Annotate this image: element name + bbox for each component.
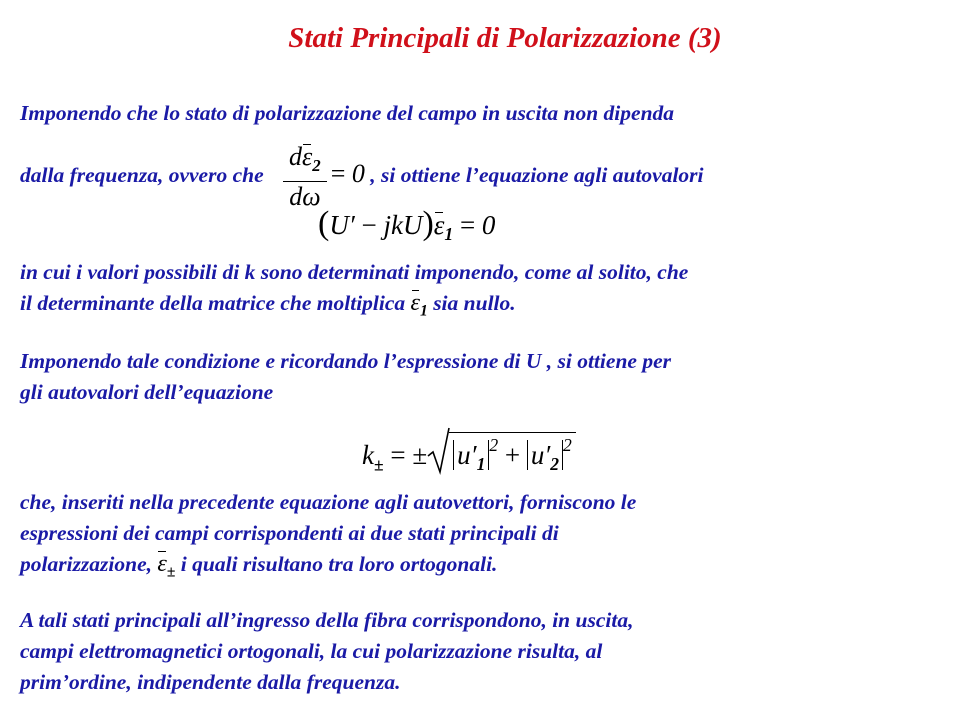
p1-line-2 <box>20 142 950 212</box>
epsilon-1-symbol: $\varepsilon_1$ <box>410 290 428 320</box>
paragraph-2 <box>20 257 950 326</box>
fraction-denominator: dω <box>289 181 321 211</box>
paragraph-3 <box>20 346 950 408</box>
p5-line-1: A tali stati principali all’ingresso della fibra corrispondono, in uscita, <box>20 608 634 632</box>
p2-line-2-post: sia nullo. <box>433 291 516 315</box>
eigenvalue-equation: (U′ − jkU) $\varepsilon_1 = 0$ <box>318 205 496 245</box>
derivative-fraction <box>283 142 327 212</box>
p2-line-2-pre: il determinante della matrice che moltiplica <box>20 291 406 315</box>
epsilon-pm-symbol: $\varepsilon_\pm$ <box>157 551 176 581</box>
slide-title: Stati Principali di Polarizzazione (3) <box>288 22 722 54</box>
p1-line-2-post: , si ottiene l’equazione agli autovalori <box>370 162 704 187</box>
p4-line-3-pre: polarizzazione, <box>20 552 153 576</box>
paragraph-1 <box>20 98 950 212</box>
p1-line-2-pre: dalla frequenza, ovvero che <box>20 162 264 187</box>
p4-line-3-post: i quali risultano tra loro ortogonali. <box>180 552 498 576</box>
square-root: $u'_1^2 + u'_2^2$ <box>427 432 576 475</box>
paragraph-4 <box>20 487 950 587</box>
p3-line-2: gli autovalori dell’equazione <box>20 380 274 404</box>
paragraph-5 <box>20 605 950 698</box>
equals-zero: = 0 <box>330 158 365 188</box>
p5-line-3: prim’ordine, indipendente dalla frequenza. <box>20 670 401 694</box>
p1-line-1: Imponendo che lo stato di polarizzazione del campo in uscita non dipenda <box>20 101 675 125</box>
p4-line-1: che, inseriti nella precedente equazione agli autovettori, forniscono le <box>20 490 637 514</box>
p5-line-2: campi elettromagnetici ortogonali, la cui polarizzazione risulta, al <box>20 639 603 663</box>
fraction-numerator: d $\varepsilon_2$ <box>283 142 327 182</box>
k-pm-equation: $k_\pm$ = ± $u'_1^2 + u'_2^2$ <box>362 432 576 475</box>
p4-line-3 <box>20 549 950 587</box>
p2-line-2 <box>20 288 950 326</box>
p3-line-1: Imponendo tale condizione e ricordando l’espressione di U , si ottiene per <box>20 349 671 373</box>
p2-line-1: in cui i valori possibili di k sono determinati imponendo, come al solito, che <box>20 260 689 284</box>
p4-line-2: espressioni dei campi corrispondenti ai due stati principali di <box>20 521 559 545</box>
